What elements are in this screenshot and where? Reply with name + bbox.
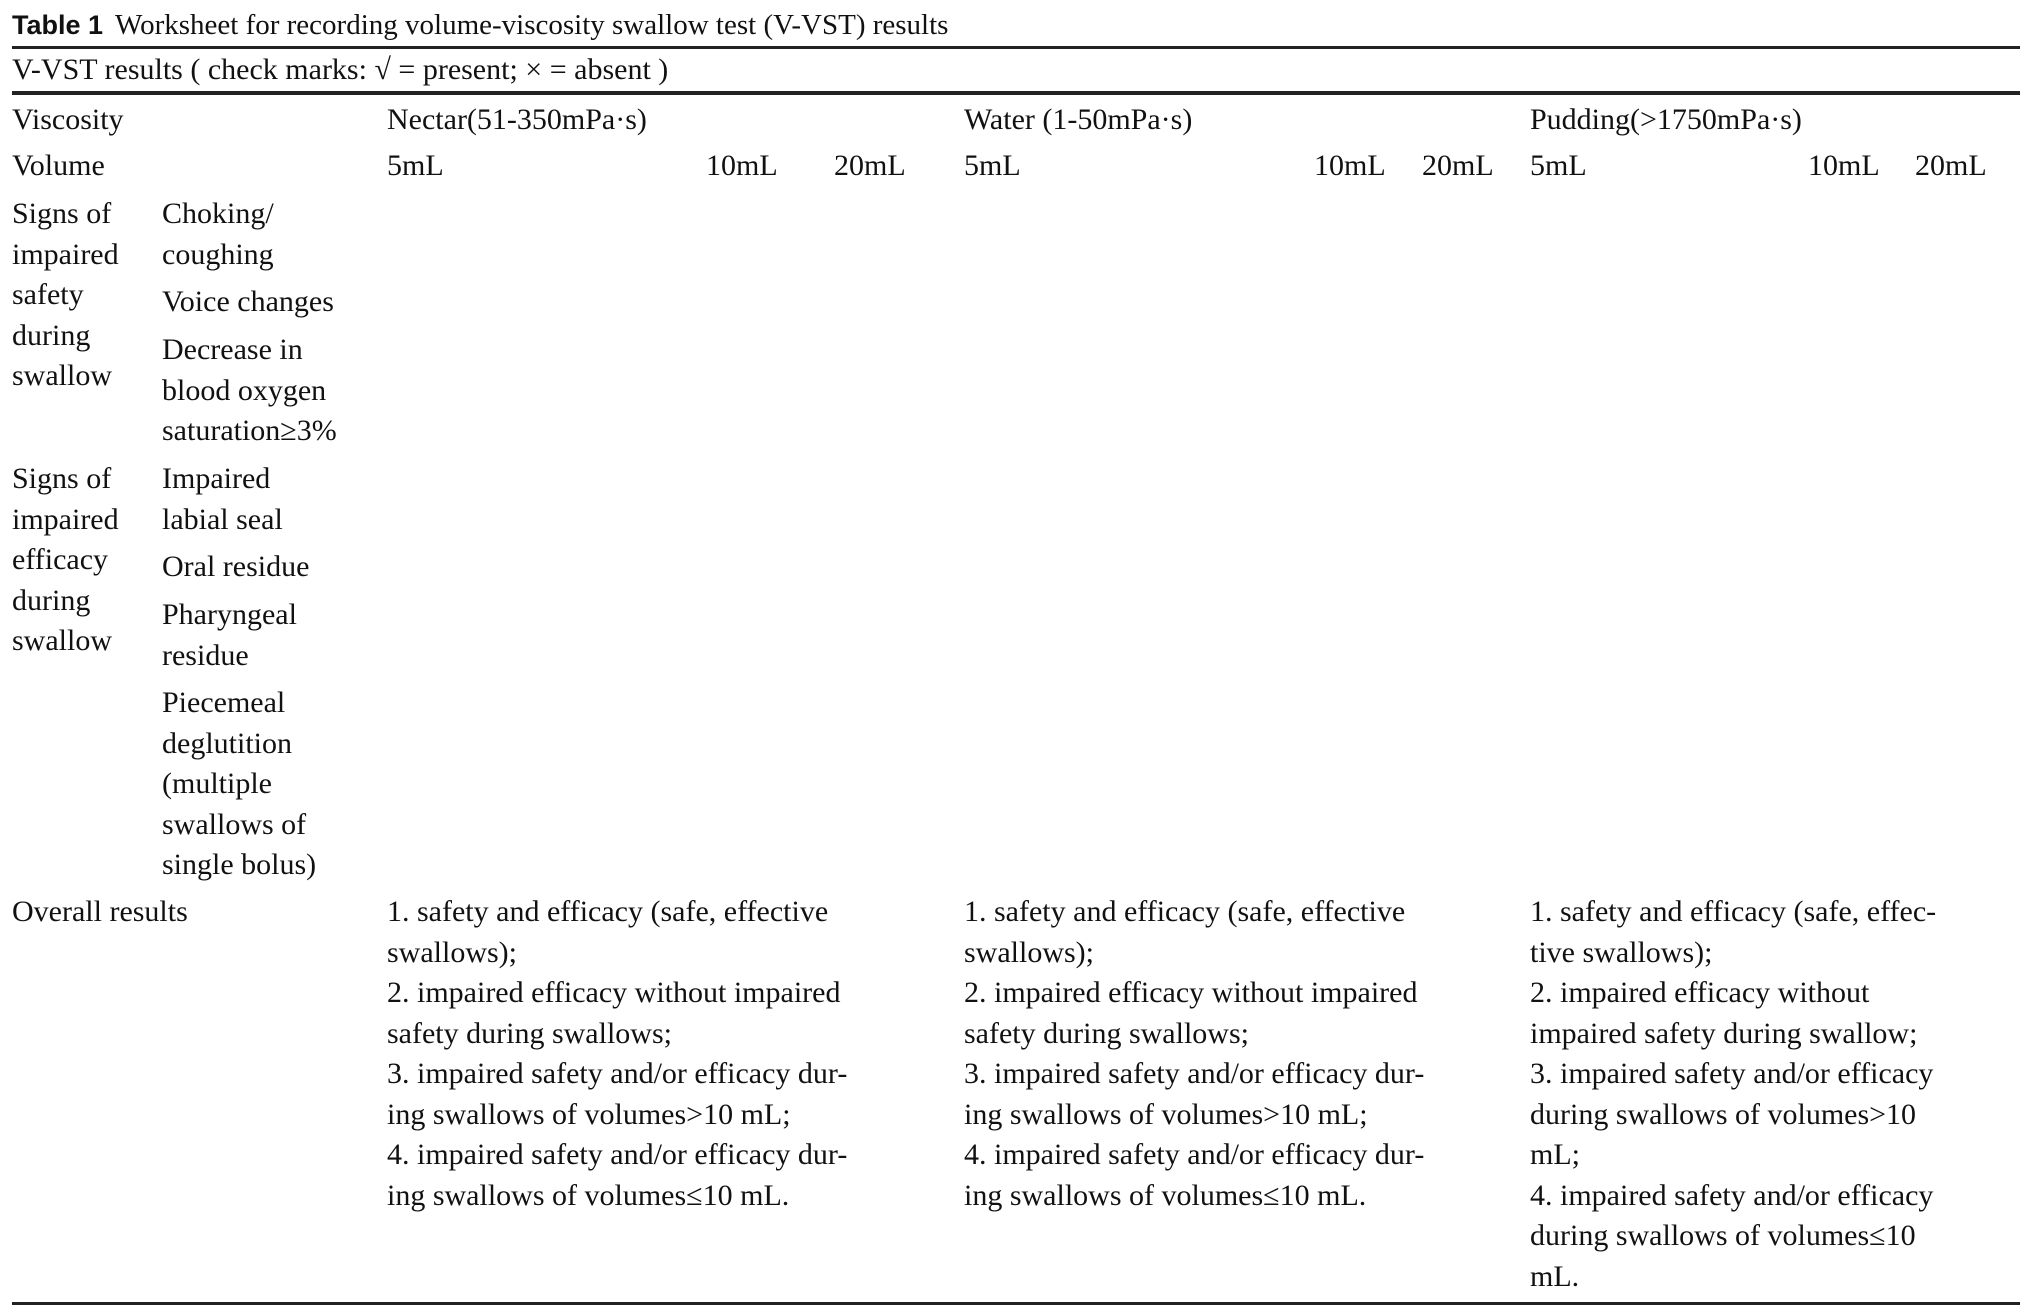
volume-water-5ml: 5mL <box>964 149 1021 182</box>
volume-pudding-5ml: 5mL <box>1530 149 1587 182</box>
volume-nectar-5ml: 5mL <box>387 149 444 182</box>
volume-label: Volume <box>12 149 105 182</box>
safety-group-label: Signs of impaired safety during swallow <box>12 197 119 392</box>
safety-item-choking: Choking/ coughing <box>162 197 274 271</box>
overall-water: 1. safety and efficacy (safe, effective swallows); 2. impaired efficacy without impaired safety during swallows; 3. impaired safety and/or efficacy dur- ing swallows of volumes>10 mL; 4. impaired safety and/or efficacy dur- ing swallows of volumes≤10 mL. <box>964 895 1425 1212</box>
table-caption <box>12 8 948 42</box>
volume-pudding-20ml: 20mL <box>1915 149 1987 182</box>
volume-pudding-10ml: 10mL <box>1808 149 1880 182</box>
efficacy-group-label: Signs of impaired efficacy during swallow <box>12 462 119 657</box>
viscosity-nectar: Nectar(51-350mPa·s) <box>387 103 647 136</box>
safety-item-oxygen: Decrease in blood oxygen saturation≥3% <box>162 333 337 447</box>
safety-item-voice: Voice changes <box>162 285 334 318</box>
volume-water-10ml: 10mL <box>1314 149 1386 182</box>
volume-nectar-20ml: 20mL <box>834 149 906 182</box>
efficacy-item-pharyngeal-residue: Pharyngeal residue <box>162 598 297 672</box>
table-title: Worksheet for recording volume-viscosity swallow test (V-VST) results <box>115 9 949 41</box>
efficacy-item-labial-seal: Impaired labial seal <box>162 462 283 536</box>
bottom-rule <box>12 1302 2020 1305</box>
overall-pudding: 1. safety and efficacy (safe, effec- tive swallows); 2. impaired efficacy without impaired safety during swallow; 3. impaired safety and/or efficacy during swallows of volumes>10 mL; 4. impaired safety and/or efficacy during swallows of volumes≤10 mL. <box>1530 895 1937 1293</box>
overall-nectar: 1. safety and efficacy (safe, effective swallows); 2. impaired efficacy without impaired safety during swallows; 3. impaired safety and/or efficacy dur- ing swallows of volumes>10 mL; 4. impaired safety and/or efficacy dur- ing swallows of volumes≤10 mL. <box>387 895 848 1212</box>
efficacy-item-piecemeal: Piecemeal deglutition (multiple swallows of single bolus) <box>162 686 317 881</box>
efficacy-item-oral-residue: Oral residue <box>162 550 310 583</box>
header-rule <box>12 91 2020 95</box>
volume-water-20ml: 20mL <box>1422 149 1494 182</box>
overall-label: Overall results <box>12 895 188 928</box>
table-header: V-VST results ( check marks: √ = present; × = absent ) <box>12 53 669 86</box>
volume-nectar-10ml: 10mL <box>706 149 778 182</box>
top-rule <box>12 46 2020 49</box>
viscosity-water: Water (1-50mPa·s) <box>964 103 1193 136</box>
viscosity-pudding: Pudding(>1750mPa·s) <box>1530 103 1802 136</box>
viscosity-label: Viscosity <box>12 103 124 136</box>
table-label: Table 1 <box>12 10 104 40</box>
